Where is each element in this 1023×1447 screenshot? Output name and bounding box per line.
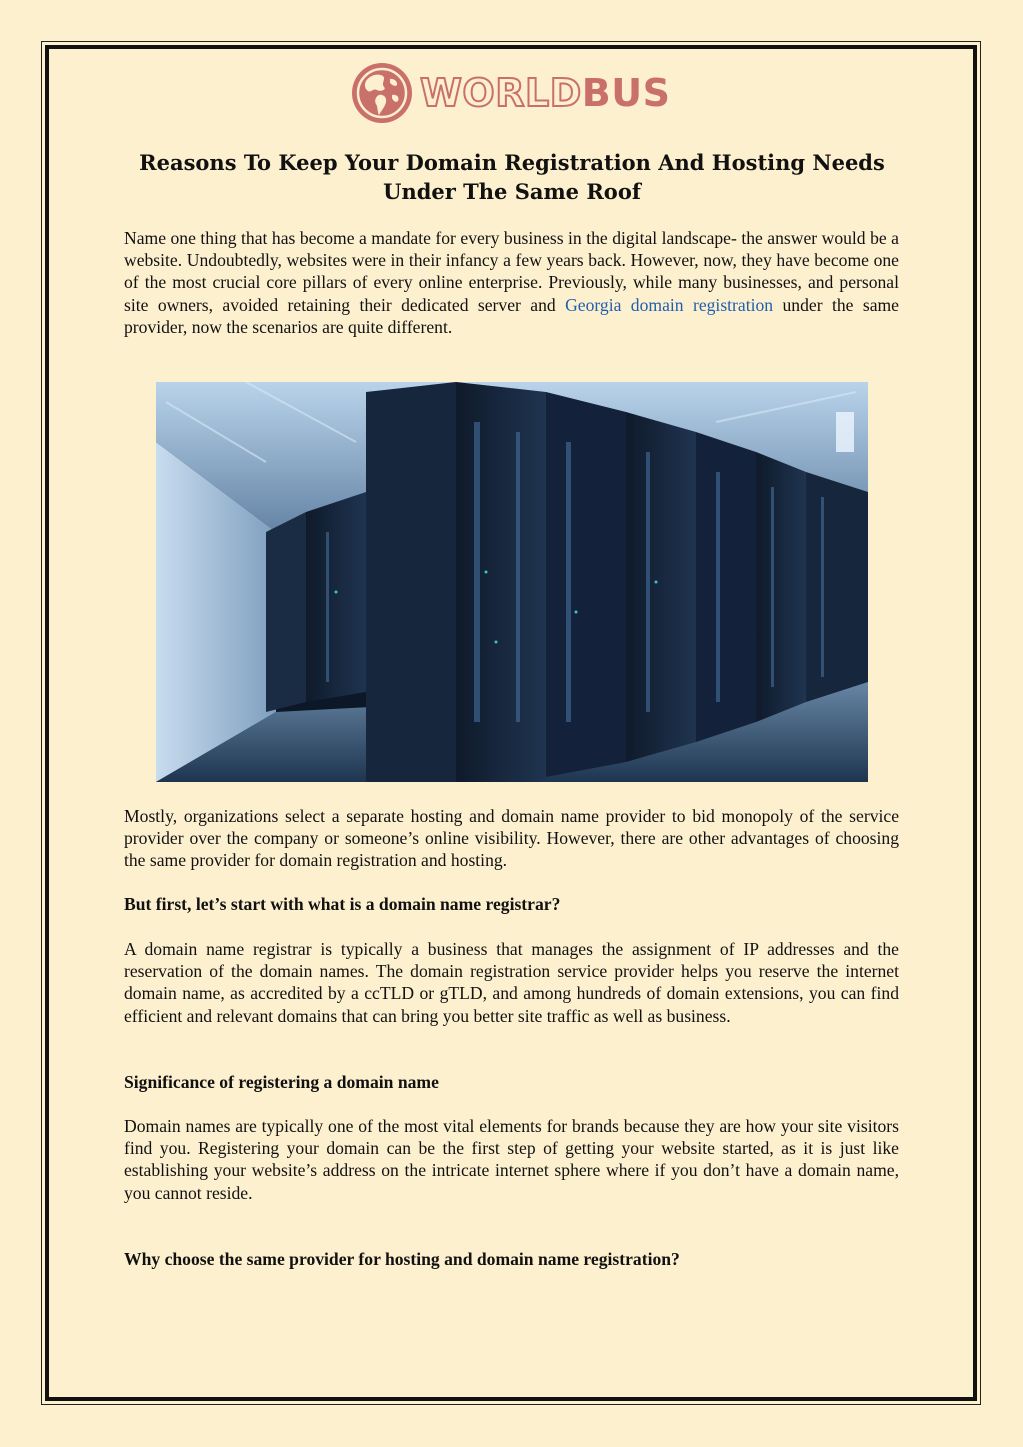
intro-paragraph xyxy=(124,227,899,338)
paragraph-domain-registrar: A domain name registrar is typically a business that manages the assignment of IP addresses and the reservation of the domain names. The domain registration service provider helps you reserve the internet domain name, as accredited by a ccTLD or gTLD, and among hundreds of domain extensions, you can find efficient and relevant domains that can bring you better site traffic as well as business. xyxy=(124,939,899,1026)
heading-significance: Significance of registering a domain name xyxy=(124,1072,439,1092)
heading-domain-registrar: But first, let’s start with what is a domain name registrar? xyxy=(124,894,561,914)
server-room-photo xyxy=(156,382,868,782)
paragraph-separate-providers: Mostly, organizations select a separate hosting and domain name provider to bid monopoly of the service provider over the company or someone’s online visibility. However, there are other advantages of choosing the same provider for domain registration and hosting. xyxy=(124,806,899,871)
article-title: Reasons To Keep Your Domain Registration And Hosting Needs Under The Same Roof xyxy=(139,150,885,204)
paragraph-significance: Domain names are typically one of the most vital elements for brands because they are how your site visitors find you. Registering your domain can be the first step of getting your website started, as it is just like establishing your website’s address on the intricate internet sphere where if you don’t have a domain name, you cannot reside. xyxy=(124,1116,899,1203)
logo-text-world: WORLD xyxy=(420,71,582,115)
intro-text-before-link: Name one thing that has become a mandate for every business in the digital landscape- the answer would be a website. Undoubtedly, websites were in their infancy a few years back. However, now, they have become one of the most crucial core pillars of every online enterprise. Previously, while many businesses, and personal site owners, avoided retaining their dedicated server and xyxy=(124,228,899,315)
heading-same-provider: Why choose the same provider for hosting and domain name registration? xyxy=(124,1249,680,1269)
logo-wordmark xyxy=(420,71,671,115)
georgia-domain-registration-link[interactable]: Georgia domain registration xyxy=(565,294,774,315)
intro-text-after-link: under the same provider, now the scenarios are quite different. xyxy=(124,294,899,337)
logo-text-bus: BUS xyxy=(581,71,671,115)
globe-icon xyxy=(350,61,414,125)
worldbus-logo xyxy=(350,60,670,126)
server-room-illustration xyxy=(156,382,868,782)
